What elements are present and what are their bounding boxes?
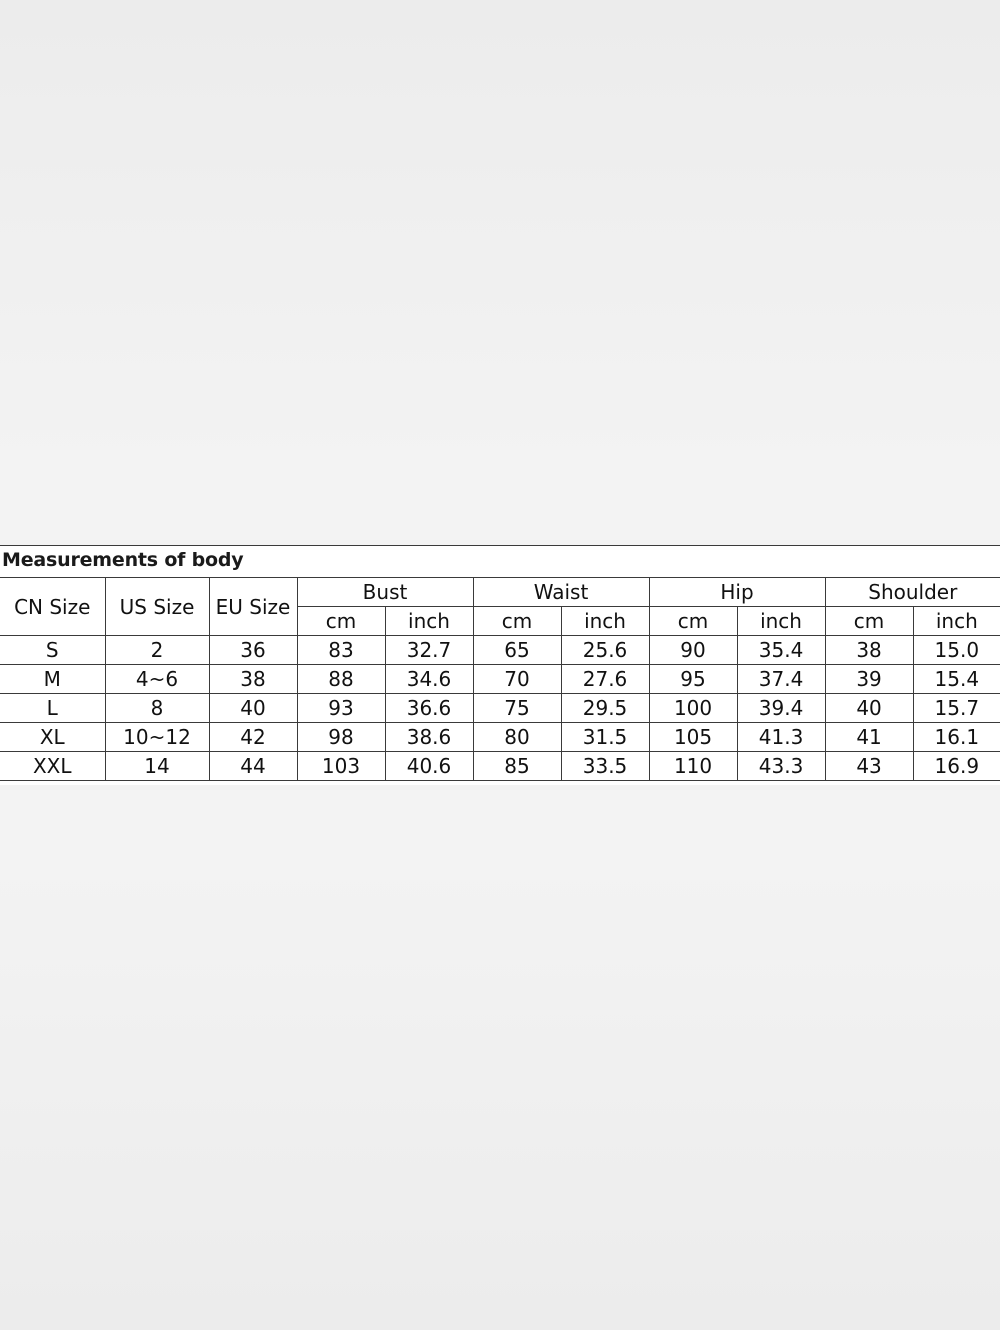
cell-hip-cm: 110 <box>649 752 737 781</box>
cell-hip-cm: 105 <box>649 723 737 752</box>
cell-bust-cm: 103 <box>297 752 385 781</box>
cell-hip-cm: 100 <box>649 694 737 723</box>
header-us-size: US Size <box>105 578 209 636</box>
header-row-groups <box>0 578 1000 607</box>
cell-cn-size: XXL <box>0 752 105 781</box>
cell-shoulder-cm: 40 <box>825 694 913 723</box>
cell-bust-inch: 38.6 <box>385 723 473 752</box>
cell-hip-inch: 35.4 <box>737 636 825 665</box>
cell-bust-cm: 83 <box>297 636 385 665</box>
cell-shoulder-cm: 38 <box>825 636 913 665</box>
unit-inch: inch <box>737 607 825 636</box>
cell-shoulder-inch: 16.1 <box>913 723 1000 752</box>
cell-bust-inch: 36.6 <box>385 694 473 723</box>
header-eu-size: EU Size <box>209 578 297 636</box>
unit-cm: cm <box>297 607 385 636</box>
cell-bust-inch: 40.6 <box>385 752 473 781</box>
cell-bust-cm: 98 <box>297 723 385 752</box>
cell-eu-size: 36 <box>209 636 297 665</box>
header-cn-size: CN Size <box>0 578 105 636</box>
cell-cn-size: S <box>0 636 105 665</box>
cell-cn-size: L <box>0 694 105 723</box>
cell-bust-inch: 34.6 <box>385 665 473 694</box>
cell-shoulder-cm: 39 <box>825 665 913 694</box>
cell-us-size: 8 <box>105 694 209 723</box>
cell-bust-inch: 32.7 <box>385 636 473 665</box>
cell-shoulder-inch: 15.7 <box>913 694 1000 723</box>
cell-waist-cm: 85 <box>473 752 561 781</box>
cell-waist-inch: 27.6 <box>561 665 649 694</box>
cell-hip-inch: 41.3 <box>737 723 825 752</box>
unit-inch: inch <box>913 607 1000 636</box>
unit-cm: cm <box>825 607 913 636</box>
table-row <box>0 694 1000 723</box>
cell-shoulder-cm: 41 <box>825 723 913 752</box>
cell-us-size: 2 <box>105 636 209 665</box>
table-row <box>0 752 1000 781</box>
cell-us-size: 4~6 <box>105 665 209 694</box>
header-hip: Hip <box>649 578 825 607</box>
header-bust: Bust <box>297 578 473 607</box>
cell-eu-size: 38 <box>209 665 297 694</box>
cell-waist-inch: 25.6 <box>561 636 649 665</box>
cell-shoulder-inch: 15.4 <box>913 665 1000 694</box>
cell-hip-inch: 39.4 <box>737 694 825 723</box>
cell-us-size: 10~12 <box>105 723 209 752</box>
unit-cm: cm <box>649 607 737 636</box>
size-table <box>0 577 1000 781</box>
unit-inch: inch <box>561 607 649 636</box>
cell-shoulder-inch: 15.0 <box>913 636 1000 665</box>
table-row <box>0 665 1000 694</box>
cell-bust-cm: 93 <box>297 694 385 723</box>
cell-waist-inch: 29.5 <box>561 694 649 723</box>
table-row <box>0 636 1000 665</box>
cell-us-size: 14 <box>105 752 209 781</box>
size-chart-panel <box>0 545 1000 785</box>
cell-hip-cm: 90 <box>649 636 737 665</box>
cell-shoulder-inch: 16.9 <box>913 752 1000 781</box>
cell-shoulder-cm: 43 <box>825 752 913 781</box>
cell-waist-cm: 70 <box>473 665 561 694</box>
cell-bust-cm: 88 <box>297 665 385 694</box>
cell-cn-size: XL <box>0 723 105 752</box>
cell-eu-size: 42 <box>209 723 297 752</box>
cell-hip-cm: 95 <box>649 665 737 694</box>
chart-title: Measurements of body <box>2 549 244 571</box>
cell-hip-inch: 37.4 <box>737 665 825 694</box>
unit-inch: inch <box>385 607 473 636</box>
table-row <box>0 723 1000 752</box>
header-shoulder: Shoulder <box>825 578 1000 607</box>
cell-cn-size: M <box>0 665 105 694</box>
cell-waist-inch: 33.5 <box>561 752 649 781</box>
cell-waist-inch: 31.5 <box>561 723 649 752</box>
cell-waist-cm: 65 <box>473 636 561 665</box>
cell-eu-size: 44 <box>209 752 297 781</box>
cell-hip-inch: 43.3 <box>737 752 825 781</box>
cell-waist-cm: 80 <box>473 723 561 752</box>
header-waist: Waist <box>473 578 649 607</box>
cell-waist-cm: 75 <box>473 694 561 723</box>
unit-cm: cm <box>473 607 561 636</box>
cell-eu-size: 40 <box>209 694 297 723</box>
